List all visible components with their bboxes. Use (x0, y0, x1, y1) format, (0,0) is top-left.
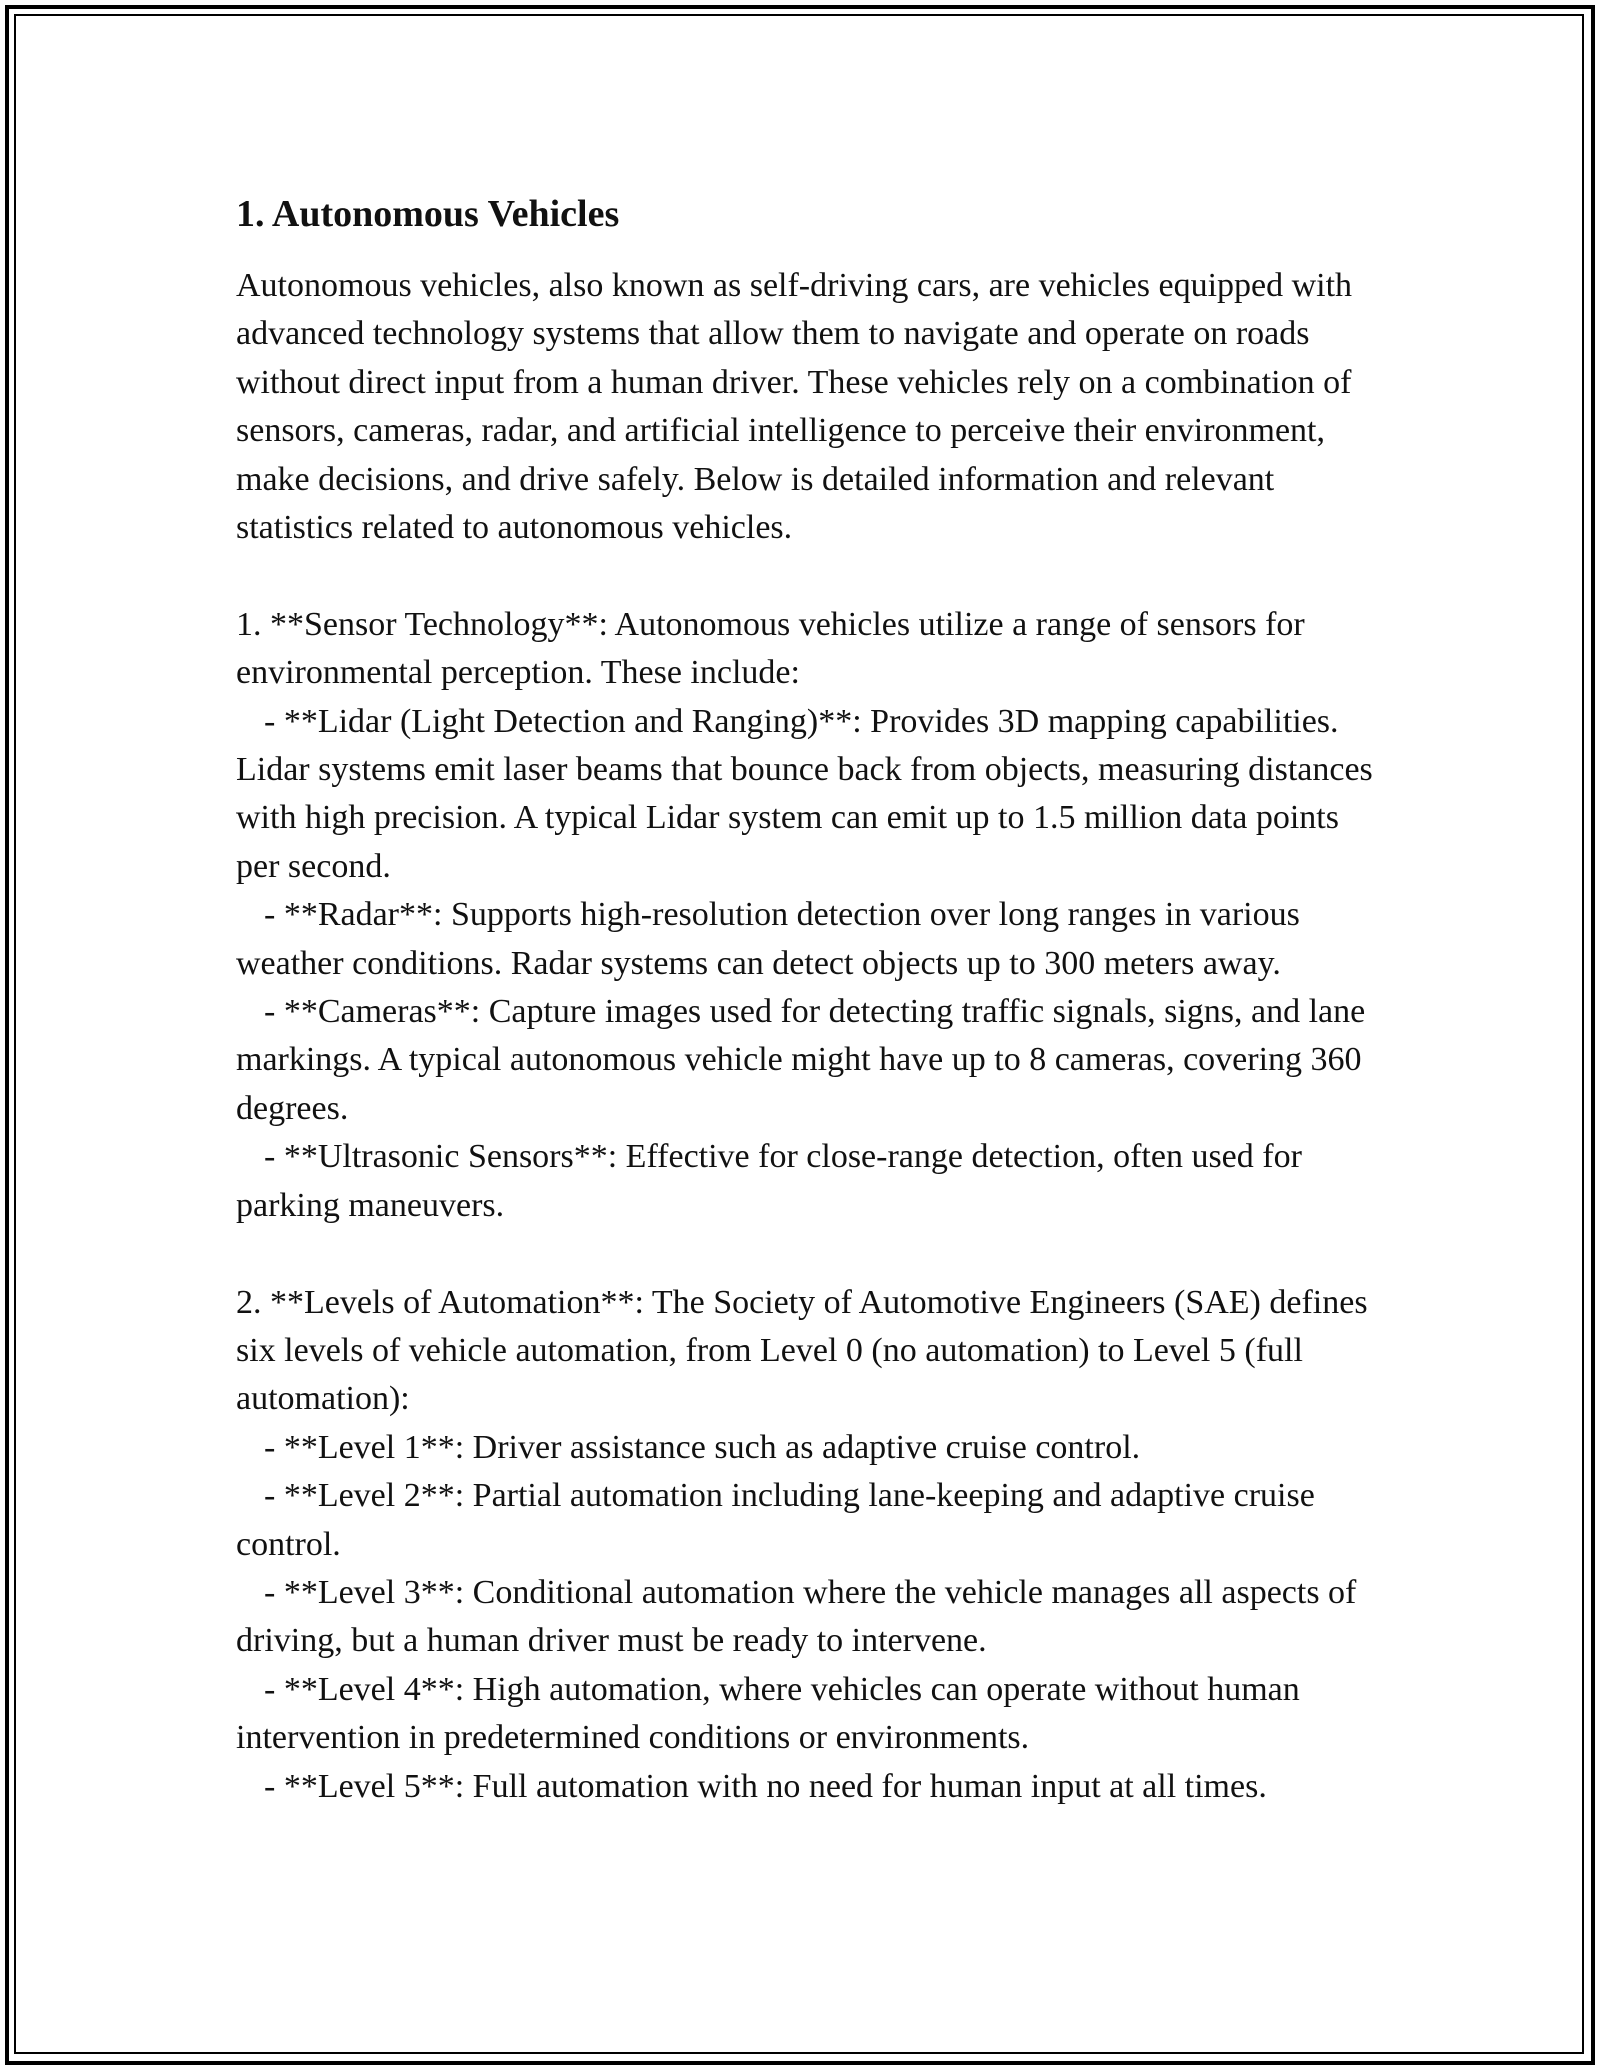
level-1-item: - **Level 1**: Driver assistance such as adaptive cruise control. (264, 1428, 1141, 1466)
section-heading: 1. Autonomous Vehicles (236, 193, 620, 235)
paragraph-spacer (236, 1230, 1376, 1278)
sensor-technology-lead: 1. **Sensor Technology**: Autonomous vehicles utilize a range of sensors for environmental perception. These include: (236, 605, 1305, 692)
intro-paragraph: Autonomous vehicles, also known as self-driving cars, are vehicles equipped with advanced technology systems that allow them to navigate and operate on roads without direct input from a human driver. These vehicles rely on a combination of sensors, cameras, radar, and artificial intelligence to perceive their environment, make decisions, and drive safely. Below is detailed information and relevant statistics related to autonomous vehicles. (236, 267, 1353, 547)
cameras-item: - **Cameras**: Capture images used for detecting traffic signals, signs, and lane markings. A typical autonomous vehicle might have up to 8 cameras, covering 360 degrees. (236, 993, 1366, 1127)
ultrasonic-sensors-item: - **Ultrasonic Sensors**: Effective for close-range detection, often used for parking maneuvers. (236, 1138, 1302, 1224)
lidar-item: - **Lidar (Light Detection and Ranging)**: Provides 3D mapping capabilities. Lidar systems emit laser beams that bounce back from objects, measuring distances with high precision. A typical Lidar system can emit up to 1.5 million data points per second. (236, 702, 1373, 885)
level-3-item: - **Level 3**: Conditional automation where the vehicle manages all aspects of driving, but a human driver must be ready to intervene. (236, 1573, 1357, 1660)
level-2-item: - **Level 2**: Partial automation including lane-keeping and adaptive cruise control. (236, 1477, 1315, 1563)
levels-of-automation-lead: 2. **Levels of Automation**: The Society of Automotive Engineers (SAE) defines six levels of vehicle automation, from Level 0 (no automation) to Level 5 (full automation): (236, 1283, 1368, 1418)
level-4-item: - **Level 4**: High automation, where vehicles can operate without human intervention in predetermined conditions or environments. (236, 1670, 1300, 1757)
document-body (236, 188, 1376, 1811)
radar-item: - **Radar**: Supports high-resolution detection over long ranges in various weather conditions. Radar systems can detect objects up to 300 meters away. (236, 896, 1300, 982)
level-5-item: - **Level 5**: Full automation with no need for human input at all times. (264, 1767, 1267, 1805)
paragraph-spacer (236, 552, 1376, 600)
